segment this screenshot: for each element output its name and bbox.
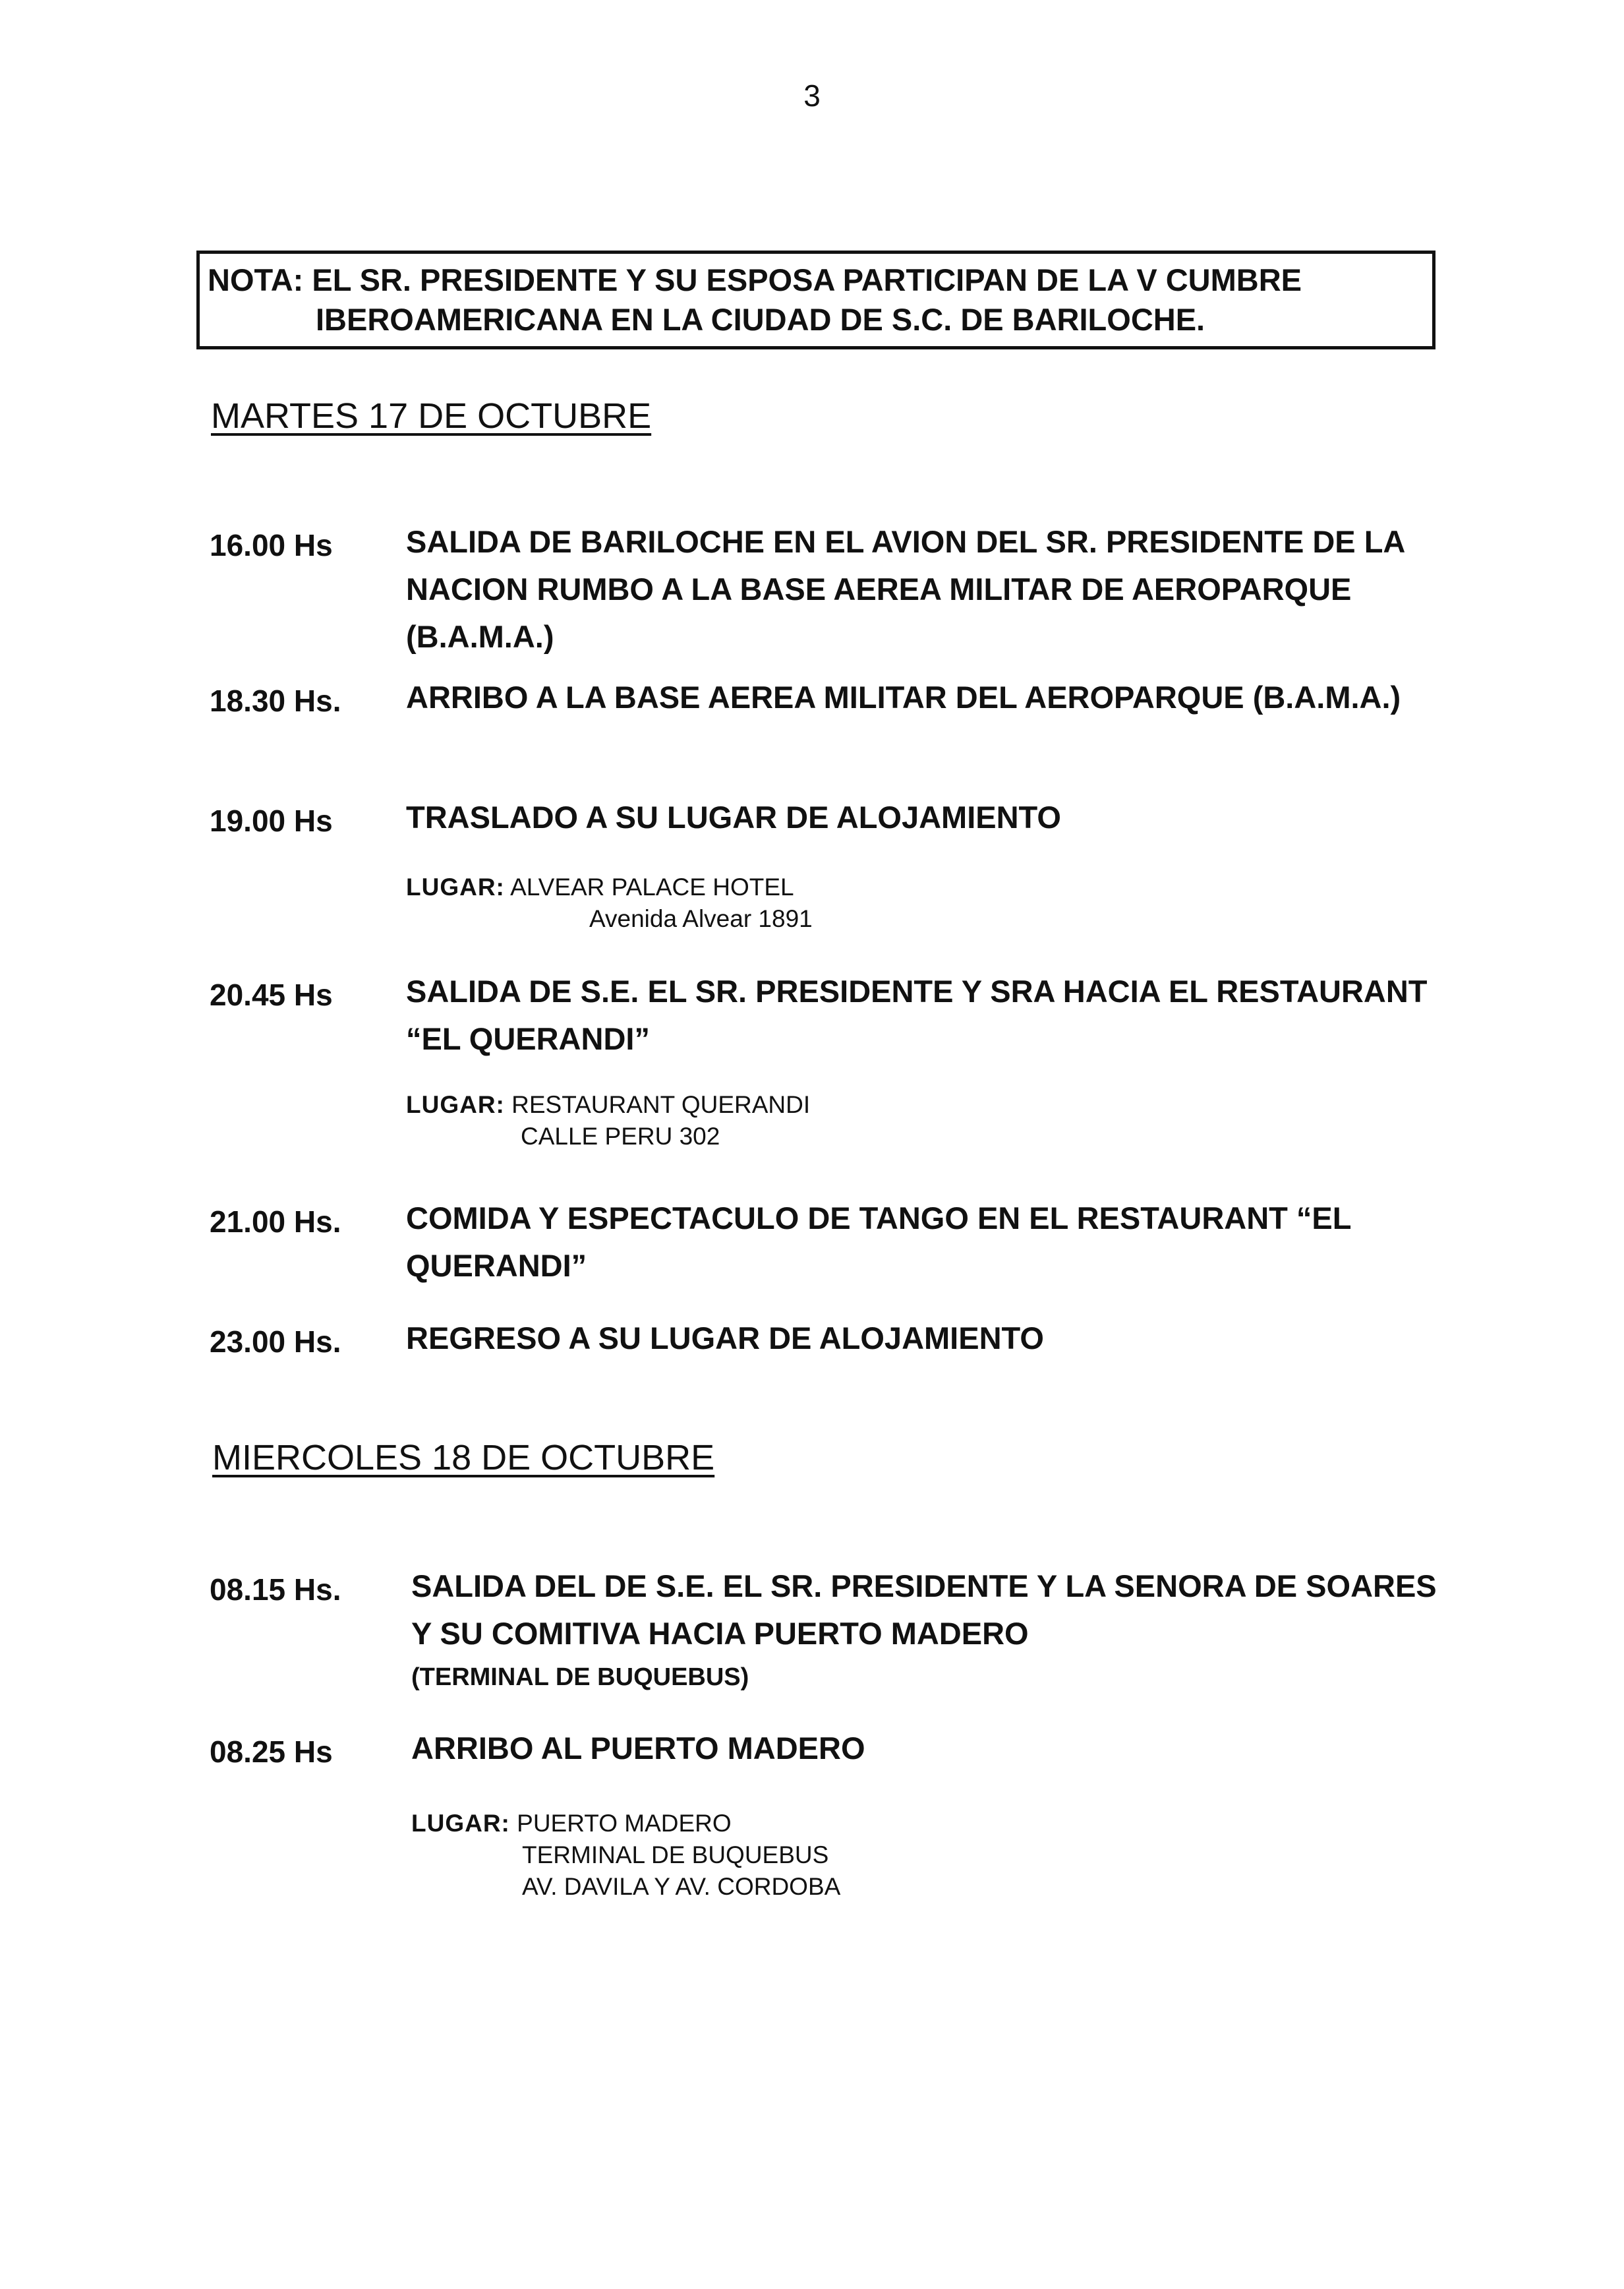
event-description: COMIDA Y ESPECTACULO DE TANGO EN EL RESTAURANT “EL QUERANDI” <box>406 1201 1351 1283</box>
day-heading-wednesday: MIERCOLES 18 DE OCTUBRE <box>212 1438 715 1477</box>
page-number: 3 <box>803 78 821 113</box>
event-description: TRASLADO A SU LUGAR DE ALOJAMIENTO <box>406 800 1061 835</box>
event-1900 <box>210 800 1449 932</box>
event-description-sub: (TERMINAL DE BUQUEBUS) <box>411 1663 749 1691</box>
place-line-1: RESTAURANT QUERANDI <box>511 1091 811 1118</box>
event-time: 19.00 Hs <box>210 804 333 838</box>
event-place <box>406 1089 810 1152</box>
event-time: 23.00 Hs. <box>210 1324 341 1359</box>
event-description: SALIDA DE S.E. EL SR. PRESIDENTE Y SRA HACIA EL RESTAURANT “EL QUERANDI” <box>406 974 1428 1056</box>
place-label: LUGAR: <box>406 1091 505 1118</box>
place-line-2: Avenida Alvear 1891 <box>589 905 813 932</box>
place-line-1: PUERTO MADERO <box>517 1810 732 1837</box>
day-heading-tuesday: MARTES 17 DE OCTUBRE <box>211 396 652 436</box>
note-box <box>196 251 1436 349</box>
place-line-2: CALLE PERU 302 <box>521 1123 720 1150</box>
event-time: 18.30 Hs. <box>210 684 341 718</box>
event-2045 <box>210 974 1449 1150</box>
event-time: 08.15 Hs. <box>210 1572 341 1607</box>
event-time: 21.00 Hs. <box>210 1204 341 1239</box>
place-line-2: TERMINAL DE BUQUEBUS <box>522 1841 829 1868</box>
event-place <box>411 1808 840 1903</box>
event-0825 <box>210 1731 1449 1900</box>
place-label: LUGAR: <box>406 874 505 901</box>
event-1830 <box>210 680 1449 718</box>
note-line-2: IBEROAMERICANA EN LA CIUDAD DE S.C. DE BARILOCHE. <box>316 302 1205 337</box>
event-description <box>411 1562 1453 1697</box>
place-line-1: ALVEAR PALACE HOTEL <box>510 874 794 901</box>
place-line-3: AV. DAVILA Y AV. CORDOBA <box>522 1873 841 1900</box>
event-time: 16.00 Hs <box>210 528 333 562</box>
event-description: ARRIBO A LA BASE AEREA MILITAR DEL AEROPARQUE (B.A.M.A.) <box>406 680 1401 715</box>
place-label: LUGAR: <box>411 1810 510 1837</box>
event-description-text: SALIDA DEL DE S.E. EL SR. PRESIDENTE Y LA SENORA DE SOARES Y SU COMITIVA HACIA PUERTO MADERO <box>411 1568 1437 1651</box>
event-description: ARRIBO AL PUERTO MADERO <box>411 1731 865 1766</box>
event-description: REGRESO A SU LUGAR DE ALOJAMIENTO <box>406 1321 1044 1355</box>
event-description: SALIDA DE BARILOCHE EN EL AVION DEL SR. PRESIDENTE DE LA NACION RUMBO A LA BASE AEREA MILITAR DE AEROPARQUE (B.A.M.A.) <box>406 524 1405 654</box>
event-time: 20.45 Hs <box>210 978 333 1012</box>
event-1600 <box>210 524 1449 654</box>
event-place <box>406 872 813 935</box>
event-time: 08.25 Hs <box>210 1735 333 1769</box>
note-line-1: NOTA: EL SR. PRESIDENTE Y SU ESPOSA PARTICIPAN DE LA V CUMBRE <box>208 262 1302 297</box>
